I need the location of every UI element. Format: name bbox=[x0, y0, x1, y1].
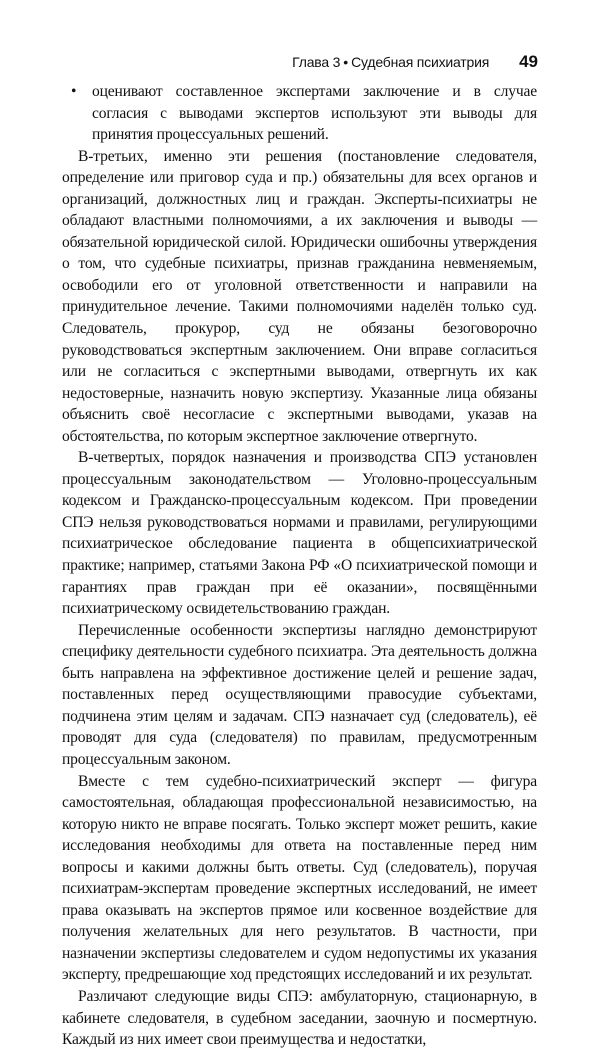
paragraph-features: Перечисленные особенности экспертизы наглядно демонстрируют специфику деятельности судебного психиатра. Эта деятельность должна быть направлена на эффективное достижение целей и решение задач, поставленных перед осуществляющими правосудие субъектами, подчинена этим целям и задачам. СПЭ назначает суд (следователь), её проводят для суда (следователя) по правилам, предусмотренным процессуальным законом. bbox=[62, 621, 537, 768]
page-number: 49 bbox=[519, 52, 538, 71]
running-header bbox=[62, 52, 538, 74]
paragraph-types: Различают следующие виды СПЭ: амбулаторную, стационарную, в кабинете следователя, в судебном заседании, заочную и посмертную. Каждый из них имеет свои преимущества и недостатки, bbox=[62, 987, 537, 1049]
bullet-text: оценивают составленное экспертами заключение и в случае согласия с выводами экспертов используют эти выводы для принятия процессуальных решений. bbox=[92, 83, 537, 144]
header-separator: • bbox=[343, 54, 349, 70]
body-text bbox=[62, 81, 537, 1051]
paragraph-independence: Вместе с тем судебно-психиатрический эксперт — фигура самостоятельная, обладающая профессиональной независимостью, на которую никто не вправе посягать. Только эксперт может решить, какие исследования необходимы для ответа на поставленные перед ним вопросы и какими должны быть ответы. Суд (следователь), поручая психиатрам-экспертам проведение экспертных исследований, не имеет права оказывать на экспертов прямое или косвенное воздействие для получения желательных для него результатов. В частности, при назначении экспертизы следователем и судом недопустимы их указания эксперту, предрешающие ход предстоящих исследований и их результат. bbox=[62, 772, 537, 984]
paragraph-third: В-третьих, именно эти решения (постановление следователя, определение или приговор суда и пр.) обязательны для всех органов и организаций, должностных лиц и граждан. Эксперты-психиатры не обладают властными полномочиями, а их заключения и выводы — обязательной юридической силой. Юридически ошибочны утверждения о том, что судебные психиатры, признав гражданина невменяемым, освободили его от уголовной ответственности и направили на принудительное лечение. Такими полномочиями наделён только суд. Следователь, прокурор, суд не обязаны безоговорочно руководствоваться экспертным заключением. Они вправе согласиться или не согласиться с экспертными выводами, отвергнуть их как недостоверные, назначить новую экспертизу. Указанные лица обязаны объяснить своё несогласие с экспертными выводами, указав на обстоятельства, по которым экспертное заключение отвергнуто. bbox=[62, 147, 537, 445]
chapter-title: Глава 3 bbox=[292, 54, 341, 70]
section-title: Судебная психиатрия bbox=[351, 54, 490, 70]
paragraph-fourth: В-четвертых, порядок назначения и производства СПЭ установлен процессуальным законодательством — Уголовно-процессуальным кодексом и Гражданско-процессуальным кодексом. При проведении СПЭ нельзя руководствоваться нормами и правилами, регулирующими психиатрическое обследование пациента в общепсихиатрической практике; например, статьями Закона РФ «О психиатрической помощи и гарантиях прав граждан при её оказании», посвящёнными психиатрическому освидетельствованию граждан. bbox=[62, 449, 537, 618]
bullet-marker: • bbox=[71, 83, 77, 100]
bullet-item bbox=[62, 81, 537, 146]
